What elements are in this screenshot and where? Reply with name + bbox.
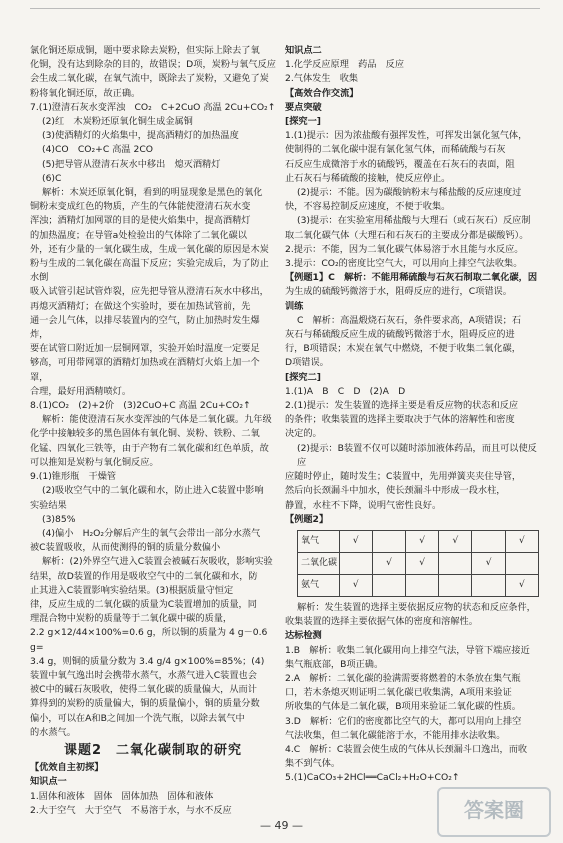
right-line: 【例题1】C 解析：不能用稀硫酸与石灰石制取二氧化碳，因 [285, 272, 538, 284]
left-line: 粉将氧化铜还原，故正确。 [30, 87, 141, 99]
right-line: 的条件；收集装置的选择主要取决于气体的溶解性和密度 [285, 414, 515, 426]
left-line: 铜粉末变成红色的物质，产生的气体能使澄清石灰水变 [30, 201, 251, 213]
left-line: (4)偏小 H₂O₂分解后产生的氧气会带出一部分水蒸气 [42, 527, 261, 539]
row-label: 氧气 [298, 530, 340, 552]
left-line: 的水蒸气。 [30, 726, 76, 738]
table-cell: √ [406, 530, 439, 552]
right-line: 1.(1)提示：因为浓盐酸有强挥发性，可挥发出氯化氢气体， [285, 130, 528, 142]
left_bottom-line: 知识点一 [30, 776, 67, 788]
right-line: (3)提示：在实验室用稀盐酸与大理石（或石灰石）反应制 [297, 215, 531, 227]
table-cell: √ [472, 552, 505, 574]
left-line: (6)C [42, 172, 62, 184]
left-line: (3)85% [42, 513, 76, 525]
left-line: 装置中氧气逸出时会携带水蒸气，水蒸气进入C装置也会 [30, 669, 257, 681]
right-line: 石反应生成微溶于水的硫酸钙，覆盖在石灰石的表面，阻 [285, 158, 515, 170]
right-line: 1.化学反应原理 药品 反应 [285, 59, 405, 71]
left-line: 外，还有少量的一氧化碳生成，生成一氧化碳的原因是木炭 [30, 243, 269, 255]
left-line: 化锰、四氧化三铁等，由于产物有二氧化碳和红色单质，故 [30, 442, 269, 454]
right_after_table-line: 2.A 解析：二氧化碳的验满需要将燃着的木条放在集气瓶 [285, 672, 521, 684]
left-line: 化铜，没有达到除杂的目的，故错误；D项，炭粉与氧气反应 [30, 59, 276, 71]
right-line: 然后向长颈漏斗中加水，使长颈漏斗中形成一段水柱， [285, 485, 506, 497]
left-line: 粉与生成的二氧化碳在高温下反应；实验完成后，为了防止水倒 [30, 258, 269, 284]
table-row [298, 530, 539, 552]
table-cell: √ [339, 574, 372, 596]
right-line: 要点突破 [285, 101, 322, 113]
left-line: 7.(1)澄清石灰水变浑浊 CO₂ C+2CuO 高温 2Cu+CO₂↑ [30, 101, 276, 113]
left-line: 吸入试管引起试管炸裂，应先把导管从澄清石灰水中移出， [30, 286, 269, 298]
left-line: 3.4 g，则铜的质量分数为 3.4 g/4 g×100%=85%；(4) [30, 655, 265, 667]
right_after_table-line: 集不到气体。 [285, 758, 341, 770]
left-line: (4)CO CO₂+C 高温 2CO [42, 144, 153, 156]
right-line: 行，B项错误；木炭在氧气中燃烧，不便于收集二氧化碳， [285, 343, 521, 355]
right-line: 为生成的硫酸钙微溶于水，阻碍反应的进行，C项错误。 [285, 286, 512, 298]
table-cell [505, 552, 538, 574]
table-cell [372, 530, 405, 552]
left-line: 氯化铜还原成铜，题中要求除去炭粉，但实际上除去了氧 [30, 45, 260, 56]
table-row [298, 574, 539, 596]
right-line: 取二氧化碳气体（大理石和石灰石的主要成分都是碳酸钙）。 [285, 229, 529, 241]
table-cell [439, 574, 472, 596]
right-line: 1.(1)A B C D (2)A D [285, 385, 406, 397]
left-line: 被C中的碱石灰吸收，使得二氧化碳的质量偏大，从而计 [30, 684, 257, 696]
left-line: 通一会儿气体，以排尽装置内的空气，防止加热时发生爆炸， [30, 314, 260, 341]
right-line: D项错误。 [285, 357, 329, 369]
left-line: 算得到的炭粉的质量偏大，铜的质量偏小，铜的质量分数 [30, 698, 260, 710]
left-line: 被C装置吸收，从而使测得的铜的质量分数偏小 [30, 542, 221, 554]
left-line: 浑浊；酒精灯加网罩的目的是使火焰集中，提高酒精灯 [30, 215, 251, 227]
left-line: 会生成二氧化碳，在氧气流中，既除去了炭粉，又避免了炭 [30, 73, 269, 85]
table-cell: √ [339, 530, 372, 552]
table-cell: √ [372, 552, 405, 574]
right-column [285, 44, 539, 786]
right-line: [探究一] [285, 116, 321, 128]
left-line: (5)把导管从澄清石灰水中移出 熄灭酒精灯 [42, 158, 221, 170]
right-line: 使制得的二氧化碳中混有氯化氢气体，而稀硫酸与石灰 [285, 144, 506, 156]
left-line: 实验结果 [30, 499, 67, 511]
right-line: 知识点二 [285, 45, 322, 56]
left-column-body [30, 44, 276, 740]
table-cell: √ [406, 552, 439, 574]
left-line: 合理，最好用酒精喷灯。 [30, 385, 132, 397]
section-title: 课题2 二氧化碳制取的研究 [63, 742, 243, 758]
right-column-body [285, 44, 539, 527]
left-line: 解析：木炭还原氧化铜，看到的明显现象是黑色的氧化 [42, 187, 263, 199]
right_after_table-line: 解析：发生装置的选择主要依据反应物的状态和反应条件， [297, 601, 536, 613]
left-line: 理混合物中炭粉的质量等于二氧化碳中碳的质量， [30, 613, 233, 625]
left-line: 9.(1)锥形瓶 干燥管 [30, 471, 117, 483]
table-cell [439, 552, 472, 574]
left-line: (2)吸收空气中的二氧化碳和水，防止进入C装置中影响 [42, 485, 264, 497]
left-line: 结果，故D装置的作用是吸收空气中的二氧化碳和水，防 [30, 570, 258, 582]
example-2-table [297, 530, 539, 597]
table-cell [472, 574, 505, 596]
right-line: 2.提示：不能，因为二氧化碳气体易溶于水且能与水反应。 [285, 243, 524, 255]
right-line: 2.(1)提示：发生装置的选择主要是看反应物的状态和反应 [285, 400, 519, 412]
left-line: 化学中接触较多的黑色固体有氧化铜、炭粉、铁粉、二氧 [30, 428, 260, 440]
left_bottom-line: 【优效自主初探】 [30, 762, 104, 774]
right-line: 灰石与稀硫酸反应生成的硫酸钙微溶于水，阻碍反应的进 [285, 329, 515, 341]
right-line: 应随时停止，随时发生；C装置中，先用弹簧夹夹住导管， [285, 471, 522, 483]
table-cell: √ [439, 530, 472, 552]
right-line: 决定的。 [285, 428, 322, 440]
table-cell [406, 574, 439, 596]
right_after_table-line: 所收集的气体是二氧化碳，B项用来验证二氧化碳的性质。 [285, 701, 521, 713]
left-line: 再熄灭酒精灯；在做这个实验时，要在加热试管前，先 [30, 300, 251, 312]
right_after_table-line: 口，若木条熄灭则证明二氧化碳已收集满，A项用来验证 [285, 687, 512, 699]
right-line: (2)提示：B装置不仅可以随时添加液体药品，而且可以使反应 [297, 442, 537, 468]
right-line: 快，不容易控制反应速度，不便于收集。 [285, 201, 451, 213]
table-row [298, 552, 539, 574]
row-label: 二氧化碳 [298, 552, 340, 574]
table-cell [372, 574, 405, 596]
left-line: 2.2 g×12/44×100%=0.6 g，所以铜的质量为 4 g－0.6 g= [30, 627, 268, 653]
top-rule [30, 8, 540, 9]
left_bottom-line: 2.大于空气 大于空气 不易溶于水，与水不反应 [30, 804, 232, 816]
right_after_table-line: 达标检测 [285, 630, 322, 642]
watermark-logo: 答案圈 [437, 787, 551, 837]
table-cell [472, 530, 505, 552]
row-label: 氨气 [298, 574, 340, 596]
table-cell: √ [505, 574, 538, 596]
right_after_table-line: 气法收集，但二氧化碳能溶于水，不能用排水法收集。 [285, 729, 506, 741]
right-column-after-table [285, 601, 539, 786]
left-column [30, 44, 276, 818]
left-line: 解析：能使澄清石灰水变浑浊的气体是二氧化碳。九年级 [42, 414, 272, 426]
right_after_table-line: 1.B 解析：收集二氧化碳用向上排空气法，导管下端应接近 [285, 644, 530, 656]
left-line: 8.(1)CO₂ (2)+2价 (3)2CuO+C 高温 2Cu+CO₂↑ [30, 400, 251, 412]
right-line: C 解析：高温煅烧石灰石，条件要求高，A项错误；石 [297, 314, 522, 326]
right_after_table-line: 4.C 解析：C装置会使生成的气体从长颈漏斗口逸出，而收 [285, 743, 528, 755]
table-cell: √ [505, 530, 538, 552]
left-line: 律，反应生成的二氧化碳的质量为C装置增加的质量，同 [30, 598, 257, 610]
right-line: 3.提示：CO₂的密度比空气大，可以用向上排空气法收集。 [285, 258, 523, 270]
page-number: — 49 — [260, 819, 303, 832]
right-line: 【高效合作交流】 [285, 87, 359, 99]
left-line: 可以推知是炭粉与氧化铜反应。 [30, 456, 159, 468]
right_after_table-line: 收集装置的选择主要依据气体的密度和溶解性。 [285, 616, 478, 628]
left_bottom-line: 1.固体和液体 固体 固体加热 固体和液体 [30, 790, 214, 802]
right-line: 止石灰石与稀硫酸的接触，使反应停止。 [285, 172, 451, 184]
right_after_table-line: 3.D 解析：它们的密度都比空气的大，都可以用向上排空 [285, 715, 522, 727]
left-line: (2)红 木炭粉还原氧化铜生成金属铜 [42, 116, 193, 128]
left-line: 止其进入C装置影响实验结果。(3)根据质量守恒定 [30, 584, 234, 596]
right_after_table-line: 5.(1)CaCO₃+2HCl══CaCl₂+H₂O+CO₂↑ [285, 772, 460, 784]
right-line: (2)提示：不能。因为碳酸钠粉末与稀盐酸的反应速度过 [297, 187, 522, 199]
left-line: 要在试管口附近加一层铜网罩，实验开始时温度一定要足 [30, 343, 260, 355]
right-line: 训练 [285, 300, 304, 312]
right-line: 2.气体发生 收集 [285, 73, 359, 85]
table-cell [339, 552, 372, 574]
left-line: (3)使酒精灯的火焰集中，提高酒精灯的加热温度 [42, 130, 239, 142]
left-column-bottom [30, 761, 276, 818]
left-line: 的加热温度；在导管a处检验出的气体除了二氧化碳以 [30, 229, 247, 241]
right_after_table-line: 集气瓶底部，B项正确。 [285, 658, 384, 670]
right-line: 静置，水柱不下降，说明气密性良好。 [285, 499, 442, 511]
left-line: 偏小，可以在A和B之间加一个洗气瓶，以除去氧气中 [30, 712, 245, 724]
right-line: [探究二] [285, 371, 321, 383]
left-line: 解析：(2)外界空气进入C装置会被碱石灰吸收，影响实验 [42, 556, 273, 568]
right-line: 【例题2】 [285, 513, 329, 525]
left-line: 够高，可用带网罩的酒精灯加热或在酒精灯火焰上加一个罩， [30, 357, 260, 383]
